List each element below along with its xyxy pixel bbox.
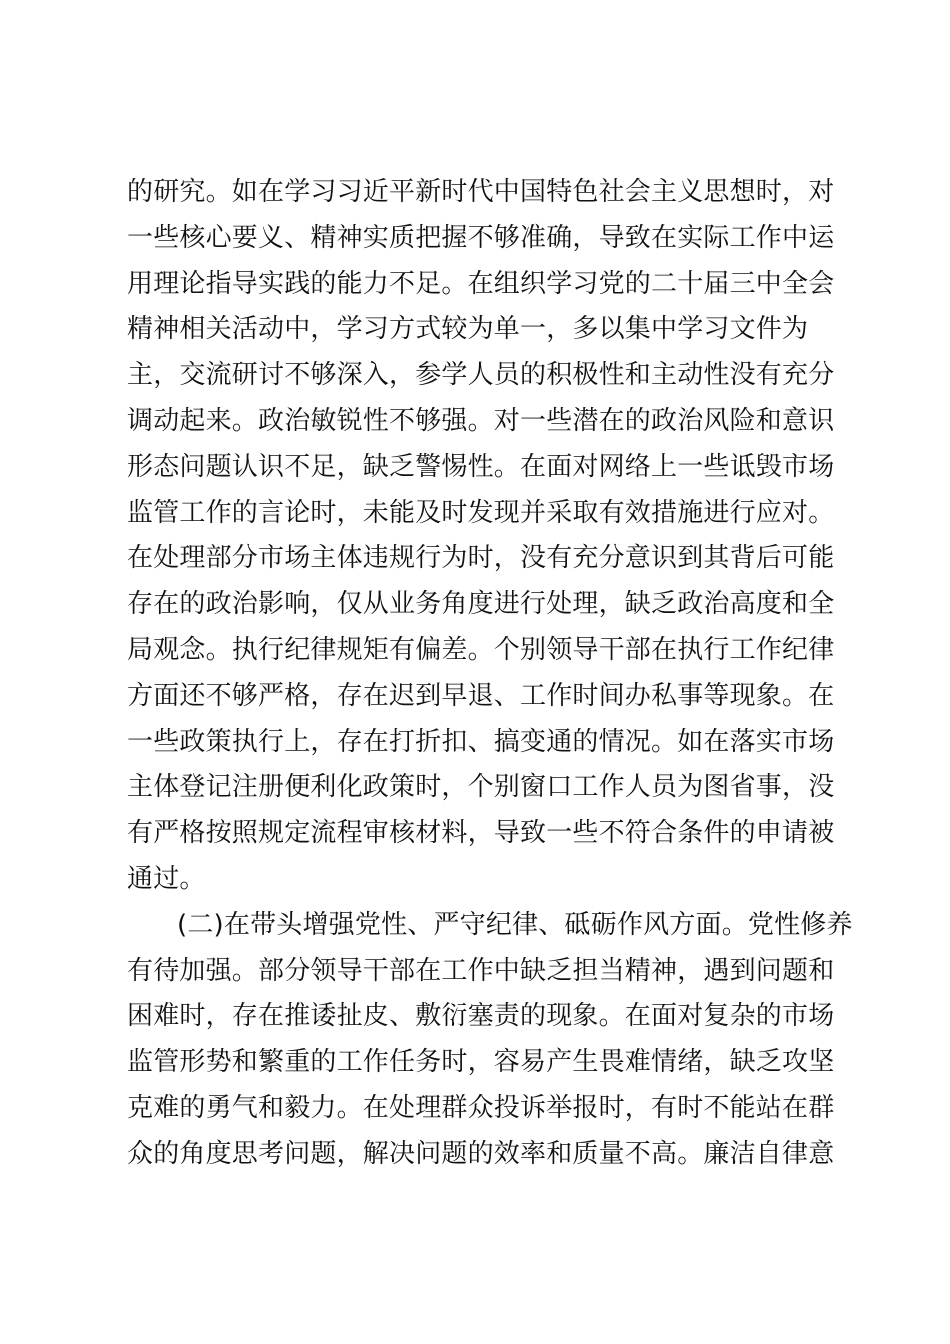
text-line: 监管形势和繁重的工作任务时，容易产生畏难情绪，缺乏攻坚: [127, 1047, 835, 1078]
text-line: 有待加强。部分领导干部在工作中缺乏担当精神，遇到问题和: [127, 955, 835, 986]
text-line: 困难时，存在推诿扯皮、敷衍塞责的现象。在面对复杂的市场: [127, 1001, 835, 1032]
text-line: 一些政策执行上，存在打折扣、搞变通的情况。如在落实市场: [127, 726, 835, 757]
text-line: 克难的勇气和毅力。在处理群众投诉举报时，有时不能站在群: [127, 1092, 835, 1123]
document-body: [127, 170, 853, 1178]
text-line: 方面还不够严格，存在迟到早退、工作时间办私事等现象。在: [127, 680, 835, 711]
text-line: 在处理部分市场主体违规行为时，没有充分意识到其背后可能: [127, 543, 835, 574]
text-line: 调动起来。政治敏锐性不够强。对一些潜在的政治风险和意识: [127, 405, 835, 436]
section-heading-line: (二)在带头增强党性、严守纪律、砥砺作风方面。党性修养: [177, 909, 853, 940]
text-line: 通过。: [127, 863, 206, 894]
text-line: 形态问题认识不足，缺乏警惕性。在面对网络上一些诋毁市场: [127, 451, 835, 482]
text-line: 局观念。执行纪律规矩有偏差。个别领导干部在执行工作纪律: [127, 634, 835, 665]
text-line: 存在的政治影响，仅从业务角度进行处理，缺乏政治高度和全: [127, 589, 835, 620]
text-line: 有严格按照规定流程审核材料，导致一些不符合条件的申请被: [127, 818, 835, 849]
text-line: 的研究。如在学习习近平新时代中国特色社会主义思想时，对: [127, 177, 835, 207]
text-line: 众的角度思考问题，解决问题的效率和质量不高。廉洁自律意: [127, 1138, 835, 1169]
text-line: 精神相关活动中，学习方式较为单一，多以集中学习文件为: [127, 314, 809, 345]
text-line: 主，交流研讨不够深入，参学人员的积极性和主动性没有充分: [127, 360, 835, 391]
text-line: 监管工作的言论时，未能及时发现并采取有效措施进行应对。: [127, 497, 835, 528]
text-line: 一些核心要义、精神实质把握不够准确，导致在实际工作中运: [127, 222, 835, 253]
text-line: 主体登记注册便利化政策时，个别窗口工作人员为图省事，没: [127, 772, 835, 803]
text-line: 用理论指导实践的能力不足。在组织学习党的二十届三中全会: [127, 268, 835, 299]
